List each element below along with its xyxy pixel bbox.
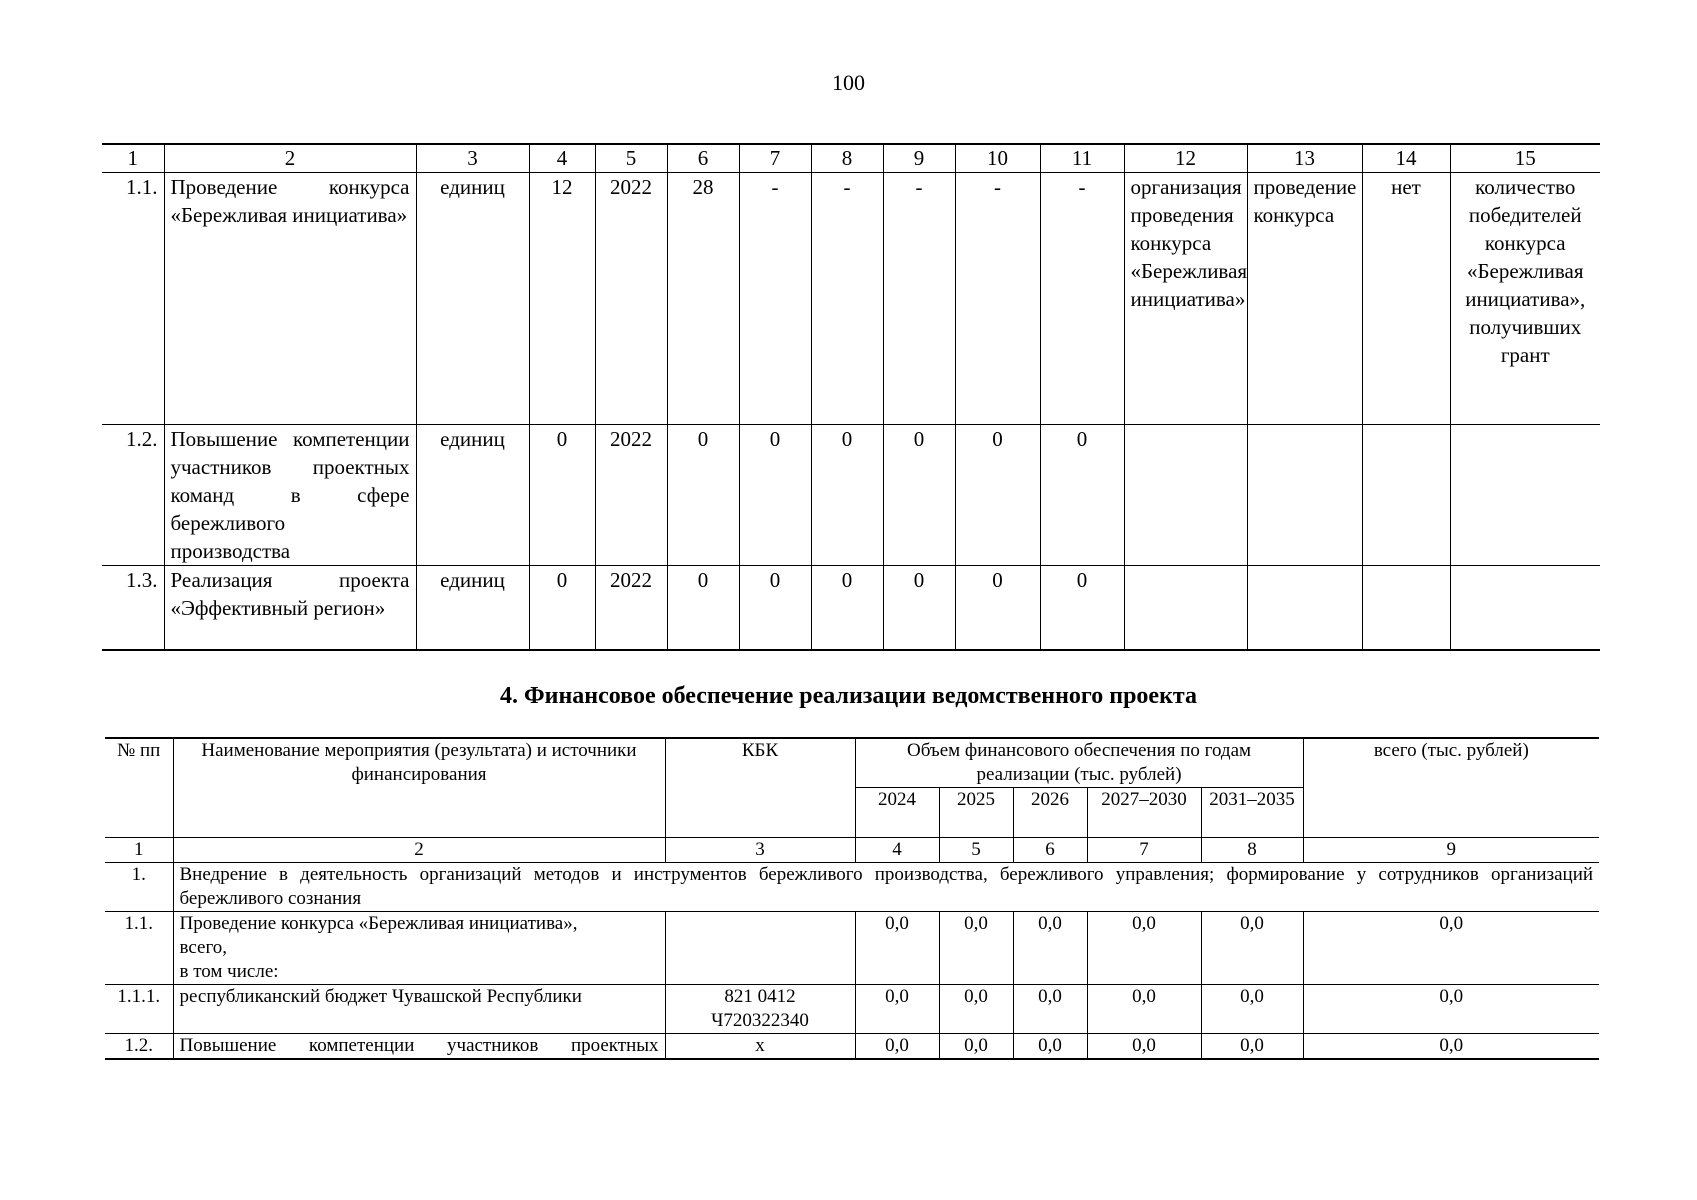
- column-number: 9: [883, 144, 955, 173]
- column-number: 15: [1450, 144, 1600, 173]
- row-cell: количество победителей конкурса «Бережливая инициатива», получивших грант: [1450, 173, 1600, 425]
- row-cell: [1450, 425, 1600, 566]
- section-title: 4. Финансовое обеспечение реализации ведомственного проекта: [500, 683, 1197, 709]
- row-cell: -: [1040, 173, 1124, 425]
- row-cell: организация проведения конкурса «Бережливая инициатива»: [1124, 173, 1247, 425]
- row-cell: 2022: [595, 566, 667, 650]
- row-kbk: [665, 912, 855, 985]
- row-value: 0,0: [1087, 912, 1201, 985]
- column-number: 3: [665, 838, 855, 863]
- column-number: 7: [1087, 838, 1201, 863]
- row-number: 1.: [105, 863, 173, 912]
- column-number: 10: [955, 144, 1040, 173]
- row-number: 1.1.1.: [105, 985, 173, 1034]
- header-kbk: КБК: [665, 738, 855, 838]
- row-value: 0,0: [1201, 912, 1303, 985]
- row-kbk-line: 821 0412: [724, 986, 796, 1007]
- row-cell: 0: [1040, 425, 1124, 566]
- row-value: 0,0: [939, 985, 1013, 1034]
- column-number: 12: [1124, 144, 1247, 173]
- row-cell: 2022: [595, 173, 667, 425]
- column-number: 9: [1303, 838, 1599, 863]
- column-number: 2: [164, 144, 416, 173]
- column-number: 13: [1247, 144, 1362, 173]
- row-name: Повышение компетенции участников проектных команд в сфере бережливого производства: [164, 425, 416, 566]
- row-number: 1.2.: [102, 425, 164, 566]
- row-value: 0,0: [1201, 985, 1303, 1034]
- column-number: 14: [1362, 144, 1450, 173]
- row-cell: 0: [529, 566, 595, 650]
- column-number: 5: [939, 838, 1013, 863]
- column-number: 4: [855, 838, 939, 863]
- row-value: 0,0: [939, 912, 1013, 985]
- row-cell: -: [883, 173, 955, 425]
- row-cell: -: [739, 173, 811, 425]
- table-row: [102, 566, 1600, 650]
- header-volume: Объем финансового обеспечения по годам реализации (тыс. рублей): [855, 738, 1303, 788]
- column-number: 5: [595, 144, 667, 173]
- header-year: 2027–2030: [1087, 788, 1201, 838]
- row-cell: 0: [739, 566, 811, 650]
- column-number: 6: [1013, 838, 1087, 863]
- row-cell: [1362, 425, 1450, 566]
- table-row: [102, 173, 1600, 425]
- column-number: 2: [173, 838, 665, 863]
- row-value: 0,0: [855, 985, 939, 1034]
- column-number: 1: [105, 838, 173, 863]
- row-cell: 0: [811, 425, 883, 566]
- row-cell: 0: [1040, 566, 1124, 650]
- row-cell: -: [955, 173, 1040, 425]
- row-cell: [1362, 566, 1450, 650]
- row-number: 1.1.: [105, 912, 173, 985]
- header-year: 2024: [855, 788, 939, 838]
- row-value: 0,0: [1087, 985, 1201, 1034]
- column-number-row: [105, 838, 1599, 863]
- table-header-row: [105, 738, 1599, 788]
- column-number: 4: [529, 144, 595, 173]
- row-unit: единиц: [416, 425, 529, 566]
- row-total: 0,0: [1303, 985, 1599, 1034]
- header-year: 2026: [1013, 788, 1087, 838]
- row-value: 0,0: [1087, 1034, 1201, 1060]
- row-cell: [1124, 425, 1247, 566]
- row-cell: 0: [667, 566, 739, 650]
- row-cell: нет: [1362, 173, 1450, 425]
- row-name-line: Проведение конкурса «Бережливая инициатива»,: [179, 913, 578, 934]
- section-text: Внедрение в деятельность организаций методов и инструментов бережливого производства, бережливого управления; формирование у сотрудников организаций бережливого сознания: [173, 863, 1599, 912]
- row-cell: [1450, 566, 1600, 650]
- row-value: 0,0: [855, 1034, 939, 1060]
- column-number: 6: [667, 144, 739, 173]
- header-name: Наименование мероприятия (результата) и источники финансирования: [173, 738, 665, 838]
- row-name: Проведение конкурса «Бережливая инициатива»: [164, 173, 416, 425]
- row-cell: 0: [883, 425, 955, 566]
- header-year: 2025: [939, 788, 1013, 838]
- row-value: 0,0: [855, 912, 939, 985]
- row-number: 1.2.: [105, 1034, 173, 1060]
- column-number: 7: [739, 144, 811, 173]
- row-cell: 12: [529, 173, 595, 425]
- row-total: 0,0: [1303, 912, 1599, 985]
- section-row: [105, 863, 1599, 912]
- row-kbk-line: х: [755, 1035, 765, 1056]
- row-name: [173, 985, 665, 1034]
- header-number: № пп: [105, 738, 173, 838]
- row-total: 0,0: [1303, 1034, 1599, 1060]
- row-cell: 0: [955, 566, 1040, 650]
- row-cell: 28: [667, 173, 739, 425]
- row-name-line: в том числе:: [179, 961, 279, 982]
- row-kbk: [665, 1034, 855, 1060]
- row-kbk: [665, 985, 855, 1034]
- row-kbk-line: Ч720322340: [711, 1010, 809, 1031]
- table-row: [105, 1034, 1599, 1060]
- header-total: всего (тыс. рублей): [1303, 738, 1599, 838]
- column-number: 11: [1040, 144, 1124, 173]
- row-value: 0,0: [1013, 1034, 1087, 1060]
- row-number: 1.3.: [102, 566, 164, 650]
- table-row: [102, 425, 1600, 566]
- row-cell: 2022: [595, 425, 667, 566]
- table-row: [105, 912, 1599, 985]
- row-value: 0,0: [1201, 1034, 1303, 1060]
- row-cell: -: [811, 173, 883, 425]
- row-cell: [1247, 425, 1362, 566]
- column-number: 8: [811, 144, 883, 173]
- row-unit: единиц: [416, 566, 529, 650]
- row-cell: [1247, 566, 1362, 650]
- table-header-row: [102, 144, 1600, 173]
- row-name-line: республиканский бюджет Чувашской Республики: [179, 986, 582, 1007]
- row-name: Реализация проекта «Эффективный регион»: [164, 566, 416, 650]
- row-cell: 0: [955, 425, 1040, 566]
- table-row: [105, 985, 1599, 1034]
- row-cell: 0: [667, 425, 739, 566]
- row-name: [173, 1034, 665, 1060]
- row-cell: [1124, 566, 1247, 650]
- row-value: 0,0: [1013, 985, 1087, 1034]
- indicators-table: [102, 143, 1600, 651]
- column-number: 8: [1201, 838, 1303, 863]
- row-name-line: всего,: [179, 937, 228, 958]
- row-cell: проведение конкурса: [1247, 173, 1362, 425]
- row-cell: 0: [883, 566, 955, 650]
- row-number: 1.1.: [102, 173, 164, 425]
- row-value: 0,0: [1013, 912, 1087, 985]
- column-number: 1: [102, 144, 164, 173]
- row-unit: единиц: [416, 173, 529, 425]
- column-number: 3: [416, 144, 529, 173]
- row-name-line: Повышение компетенции участников проектных: [179, 1035, 659, 1056]
- row-name: [173, 912, 665, 985]
- row-cell: 0: [739, 425, 811, 566]
- row-cell: 0: [811, 566, 883, 650]
- row-value: 0,0: [939, 1034, 1013, 1060]
- page-number: 100: [832, 70, 865, 95]
- financing-table: [105, 737, 1599, 1060]
- row-cell: 0: [529, 425, 595, 566]
- header-year: 2031–2035: [1201, 788, 1303, 838]
